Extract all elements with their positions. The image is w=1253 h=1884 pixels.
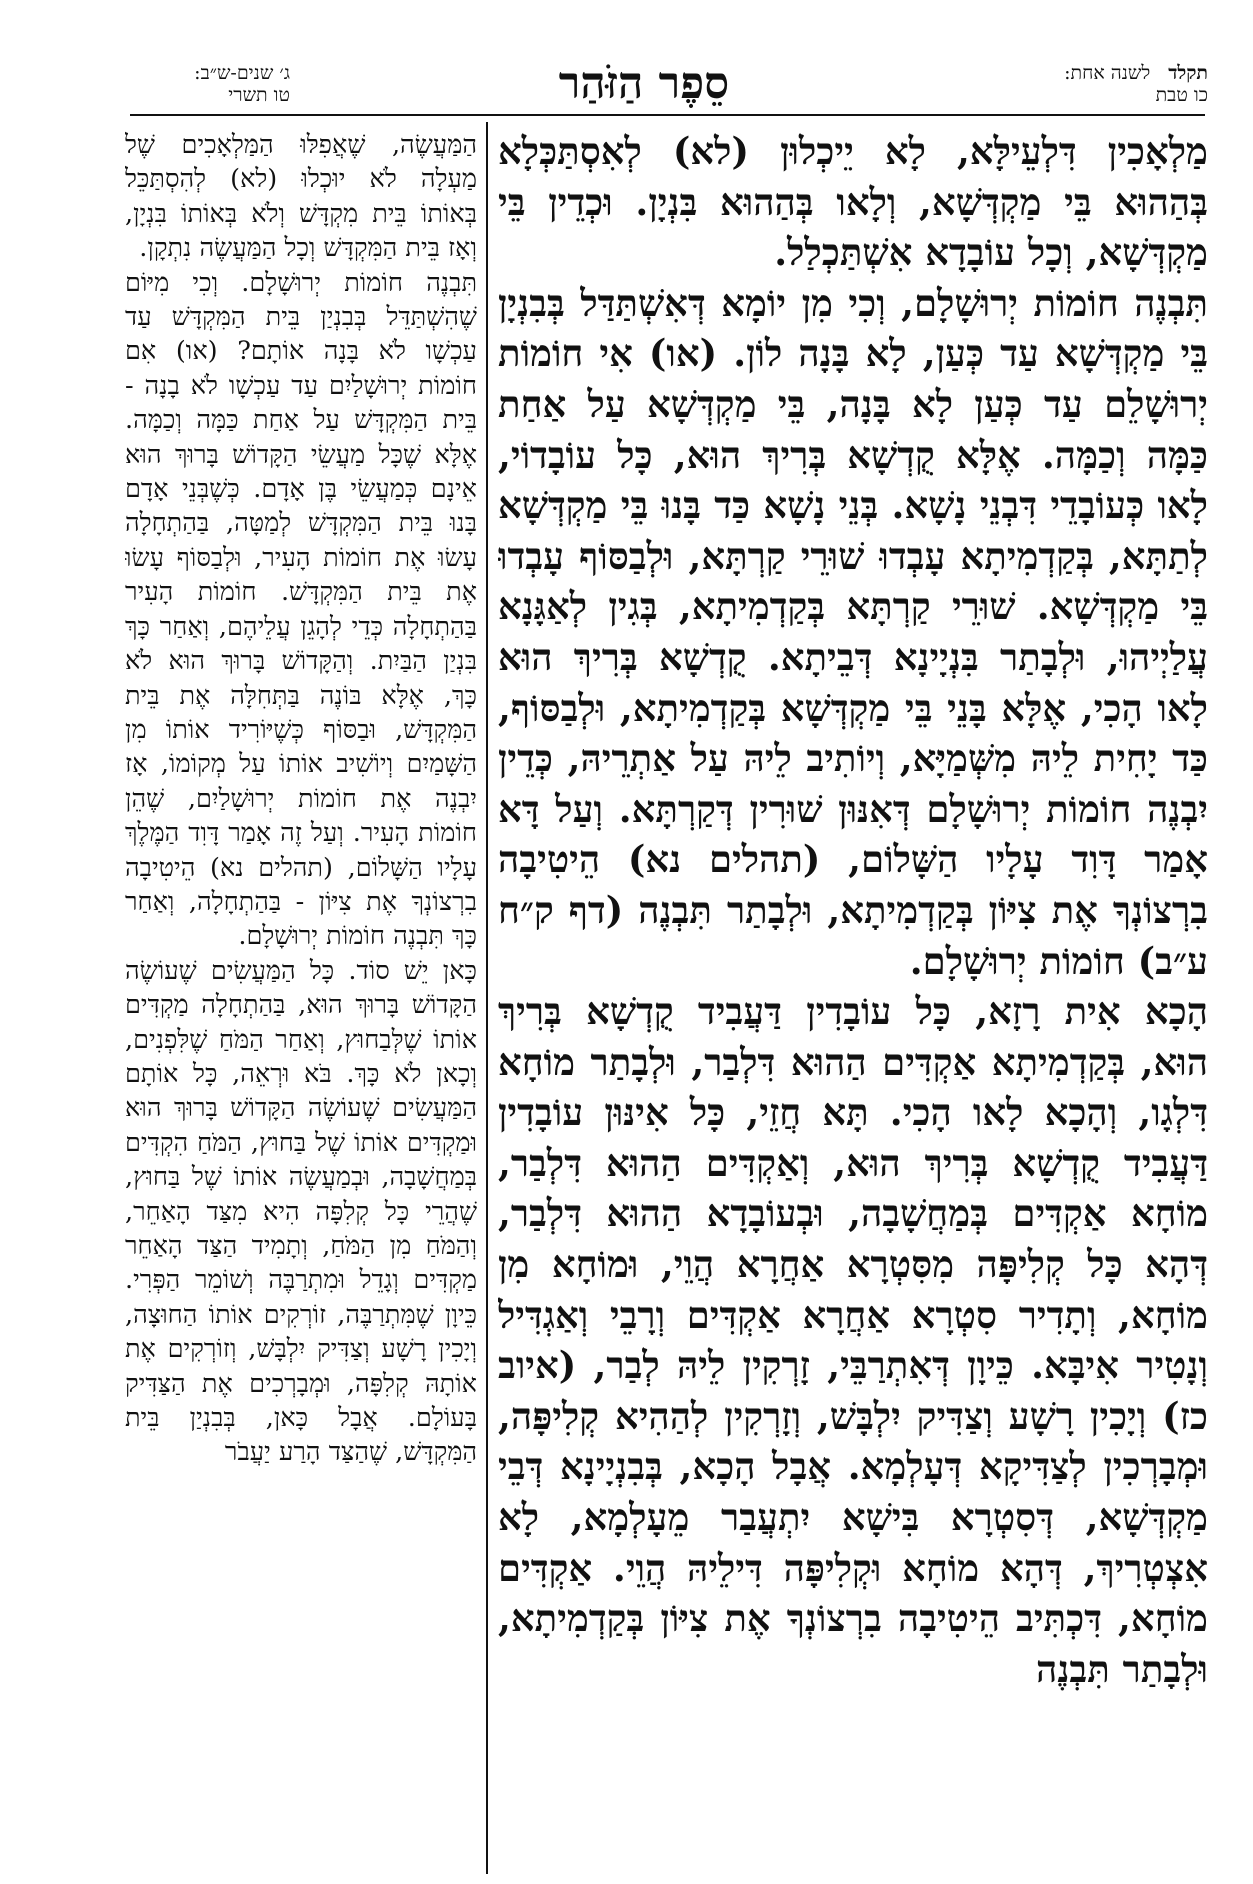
header-left-line2: טו תשרי — [228, 84, 290, 106]
header-right-line2: כו טבת — [1155, 84, 1208, 106]
side-paragraph: תִּבְנֶה חוֹמוֹת יְרוּשָׁלָם. וְכִי מִיּוֹם שֶׁהִשְׁתַּדֵּל בְּבִנְיַן בֵּית הַמִּקְדָּשׁ עַד עַכְשָׁו לֹא בָּנָה אוֹתָם? (או) אִם חוֹמוֹת יְרוּשָׁלַיִם עַד עַכְשָׁו לֹא בָנָה - בֵּית הַמִּקְדָּשׁ עַל אַחַת כַּמָּה וְכַמָּה. אֶלָּא שֶׁכָּל מַעֲשֵׂי הַקָּדוֹשׁ בָּרוּךְ הוּא אֵינָם כְּמַעֲשֵׂי בֶּן אָדָם. כְּשֶׁבְּנֵי אָדָם בָּנוּ בֵּית הַמִּקְדָּשׁ לְמַטָּה, בַּהַתְחָלָה עָשׂוּ אֶת חוֹמוֹת הָעִיר, וּלְבַסּוֹף עָשׂוּ אֶת בֵּית הַמִּקְדָּשׁ. חוֹמוֹת הָעִיר בַּהַתְחָלָה כְּדֵי לְהָגֵן עֲלֵיהֶם, וְאַחַר כָּךְ בִּנְיַן הַבַּיִת. וְהַקָּדוֹשׁ בָּרוּךְ הוּא לֹא כָּךְ, אֶלָּא בּוֹנֶה בַּתְּחִלָּה אֶת בֵּית הַמִּקְדָּשׁ, וּבַסּוֹף כְּשֶׁיּוֹרִיד אוֹתוֹ מִן הַשָּׁמַיִם וְיוֹשִׁיב אוֹתוֹ עַל מְקוֹמוֹ, אָז יִבְנֶה אֶת חוֹמוֹת יְרוּשָׁלַיִם, שֶׁהֵן חוֹמוֹת הָעִיר. וְעַל זֶה אָמַר דָּוִד הַמֶּלֶךְ עָלָיו הַשָּׁלוֹם, (תהלים נא) הֵיטִיבָה בִרְצוֹנְךָ אֶת צִיּוֹן - בַּהַתְחָלָה, וְאַחַר כָּךְ תִּבְנֶה חוֹמוֹת יְרוּשָׁלָם. — [125, 267, 477, 952]
header-left — [140, 62, 290, 106]
page-title: סֵפֶר הַזֹּהַר — [558, 58, 730, 109]
header-left-line1: ג׳ שנים-ש״ב: — [194, 62, 290, 84]
hebrew-translation-column — [125, 128, 477, 1876]
main-paragraph: הָכָא אִית רָזָא, כָּל עוֹבָדִין דַּעֲבִיד קֻדְשָׁא בְּרִיךְ הוּא, בְּקַדְמִיתָא אַקְדִּים הַהוּא דִּלְבַר, וּלְבָתַר מוֹחָא דִּלְגָו, וְהָכָא לָאו הָכִי. תָּא חֲזֵי, כָּל אִינּוּן עוֹבָדִין דַּעֲבִיד קֻדְשָׁא בְּרִיךְ הוּא, וְאַקְדִּים הַהוּא דִּלְבַר, מוֹחָא אַקְדִּים בְּמַחֲשָׁבָה, וּבְעוֹבָדָא הַהוּא דִּלְבַר, דְּהָא כָּל קְלִיפָּה מִסִּטְרָא אַחֲרָא הֲוֵי, וּמוֹחָא מִן מוֹחָא, וְתָדִיר סִטְרָא אַחֲרָא אַקְדִּים וְרָבֵי וְאַגְדִּיל וְנָטִיר אִיבָּא. כֵּיוָן דְּאִתְרַבֵּי, זָרְקִין לֵיהּ לְבַר, (איוב כז) וְיָכִין רָשָׁע וְצַדִּיק יִלְבָּשׁ, וְזָרְקִין לְהַהִיא קְלִיפָּה, וּמְבָרְכִין לְצַדִּיקָא דְּעָלְמָא. אֲבָל הָכָא, בְּבִנְיָינָא דְּבֵי מַקְדְּשָׁא, דְּסִטְרָא בִּישָׁא יִתְעֲבַר מֵעָלְמָא, לָא אִצְטְרִיךְ, דְּהָא מוֹחָא וּקְלִיפָּה דִּילֵיהּ הֲוֵי. אַקְדִּים מוֹחָא, דִּכְתִּיב הֵיטִיבָה בִרְצוֹנְךָ אֶת צִיּוֹן בְּקַדְמִיתָא, וּלְבָתַר תִּבְנֶה — [498, 989, 1208, 1691]
main-paragraph: מַלְאָכִין דִּלְעֵילָּא, לָא יֵיכְלוּן (לא) לְאִסְתַּכְּלָא בְּהַהוּא בֵּי מַקְדְּשָׁא, וְלָאו בְּהַהוּא בִּנְיָן. וּכְדֵין בֵּי מַקְדְּשָׁא, וְכָל עוֹבָדָא אִשְׁתַּכְלַל. — [498, 129, 1208, 275]
side-paragraph: הַמַּעֲשֶׂה, שֶׁאֲפִלּוּ הַמַּלְאָכִים שֶׁל מַעְלָה לֹא יוּכְלוּ (לא) לְהִסְתַּכֵּל בְּאוֹתוֹ בֵּית מִקְדָּשׁ וְלֹא בְּאוֹתוֹ בִּנְיָן, וְאָז בֵּית הַמִּקְדָּשׁ וְכָל הַמַּעֲשֶׂה נִתְקָן. — [125, 130, 477, 264]
header-rule — [130, 114, 1205, 116]
page-header — [80, 58, 1208, 118]
column-divider — [486, 122, 488, 1874]
header-right-line1: לשנה אחת: — [1064, 62, 1151, 84]
folio-number: תקלד — [1168, 62, 1208, 84]
main-paragraph: תִּבְנֶה חוֹמוֹת יְרוּשָׁלָם, וְכִי מִן יוֹמָא דְּאִשְׁתַּדַּל בְּבִנְיָן בֵּי מַקְדְּשָׁא עַד כְּעַן, לָא בָּנָה לוֹן. (או) אִי חוֹמוֹת יְרוּשָׁלֵם עַד כְּעַן לָא בָּנָה, בֵּי מַקְדְּשָׁא עַל אַחַת כַּמָּה וְכַמָּה. אֶלָּא קֻדְשָׁא בְּרִיךְ הוּא, כָּל עוֹבָדוֹי, לָאו כְּעוֹבָדֵי דִּבְנֵי נָשָׁא. בְּנֵי נָשָׁא כַּד בָּנוּ בֵּי מַקְדְּשָׁא לְתַתָּא, בְּקַדְמִיתָא עָבְדוּ שׁוּרֵי קַרְתָּא, וּלְבַסּוֹף עָבְדוּ בֵּי מַקְדְּשָׁא. שׁוּרֵי קַרְתָּא בְּקַדְמִיתָא, בְּגִין לְאַגָּנָא עֲלַיְיהוּ, וּלְבָתַר בִּנְיָינָא דְּבֵיתָא. קֻדְשָׁא בְּרִיךְ הוּא לָאו הָכִי, אֶלָּא בָּנֵי בֵּי מַקְדְּשָׁא בְּקַדְמִיתָא, וּלְבַסּוֹף, כַּד יָחִית לֵיהּ מִשְּׁמַיָּא, וְיוֹתִיב לֵיהּ עַל אַתְרֵיהּ, כְּדֵין יִבְנֶה חוֹמוֹת יְרוּשָׁלָם דְּאִנּוּן שׁוּרִין דְּקַרְתָּא. וְעַל דָּא אָמַר דָּוִד עָלָיו הַשָּׁלוֹם, (תהלים נא) הֵיטִיבָה בִרְצוֹנְךָ אֶת צִיּוֹן בְּקַדְמִיתָא, וּלְבָתַר תִּבְנֶה (דף ק״ח ע״ב) חוֹמוֹת יְרוּשָׁלָם. — [498, 280, 1208, 983]
main-aramaic-column — [498, 126, 1208, 1876]
side-paragraph: כָּאן יֵשׁ סוֹד. כָּל הַמַּעֲשִׂים שֶׁעוֹשֶׂה הַקָּדוֹשׁ בָּרוּךְ הוּא, בַּהַתְחָלָה מַקְדִּים אוֹתוֹ שֶׁלְּבַחוּץ, וְאַחַר הַמֹּחַ שֶׁלִּפְנִים, וְכָאן לֹא כָּךְ. בֹּא וּרְאֵה, כָּל אוֹתָם הַמַּעֲשִׂים שֶׁעוֹשֶׂה הַקָּדוֹשׁ בָּרוּךְ הוּא וּמַקְדִּים אוֹתוֹ שֶׁל בַּחוּץ, הַמֹּחַ הִקְדִּים בְּמַחֲשָׁבָה, וּבְמַעֲשֶׂה אוֹתוֹ שֶׁל בַּחוּץ, שֶׁהֲרֵי כָּל קְלִפָּה הִיא מִצַּד הָאַחֵר, וְהַמֹּחַ מִן הַמֹּחַ, וְתָמִיד הַצַּד הָאַחֵר מַקְדִּים וְגָדֵל וּמִתְרַבֶּה וְשׁוֹמֵר הַפְּרִי. כֵּיוָן שֶׁמִּתְרַבֶּה, זוֹרְקִים אוֹתוֹ הַחוּצָה, וְיָכִין רָשָׁע וְצַדִּיק יִלְבָּשׁ, וְזוֹרְקִים אֶת אוֹתָהּ קְלִפָּה, וּמְבָרְכִים אֶת הַצַּדִּיק בָּעוֹלָם. אֲבָל כָּאן, בְּבִנְיַן בֵּית הַמִּקְדָּשׁ, שֶׁהַצַּד הָרַע יַעֲבֹר — [125, 955, 477, 1468]
